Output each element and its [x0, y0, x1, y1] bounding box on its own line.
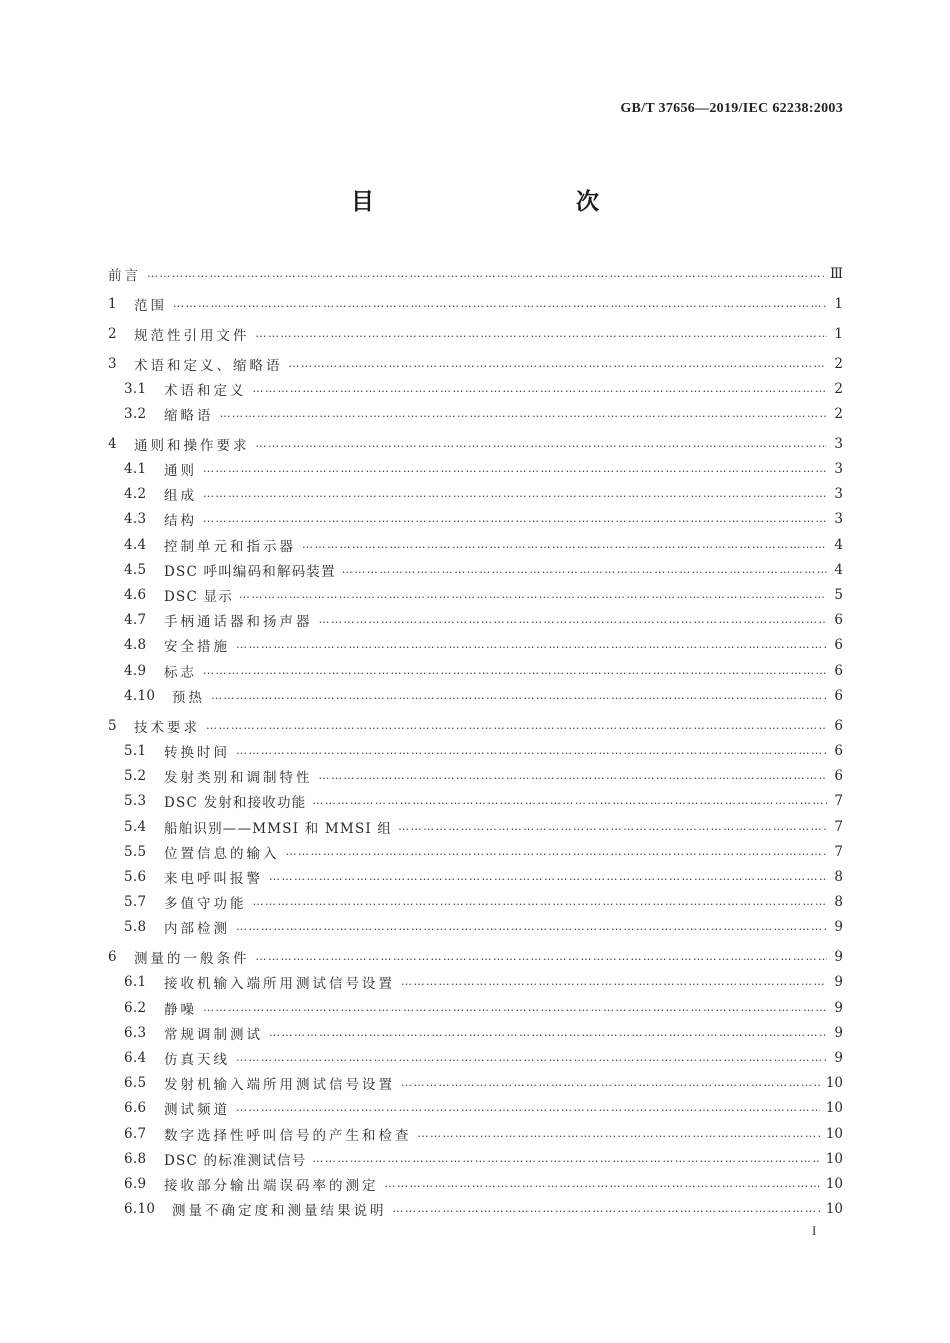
toc-entry-chapter[interactable] — [108, 713, 843, 738]
toc-leader-dots — [220, 406, 828, 422]
toc-entry-section[interactable] — [108, 970, 843, 995]
toc-entry-chapter[interactable] — [108, 431, 843, 456]
toc-entry-section[interactable] — [108, 995, 843, 1020]
toc-entry-title: 术语和定义、缩略语 — [134, 357, 283, 374]
toc-entry-number: 4.10 — [124, 687, 156, 704]
toc-leader-dots — [147, 266, 824, 282]
toc-entry-chapter[interactable] — [108, 321, 843, 346]
toc-entry-number: 5.3 — [124, 793, 147, 810]
toc-leader-dots — [236, 1050, 827, 1066]
toc-entry-title: 范围 — [134, 297, 167, 314]
toc-entry-page: 6 — [834, 742, 843, 759]
toc-entry-page: 1 — [834, 325, 843, 342]
toc-entry-title: 转换时间 — [164, 744, 230, 761]
toc-entry-number: 5.7 — [124, 894, 147, 911]
toc-leader-dots — [253, 381, 828, 397]
toc-entry-section[interactable] — [108, 789, 843, 814]
toc-leader-dots — [203, 486, 827, 502]
toc-entry-page: 10 — [825, 1175, 843, 1192]
toc-entry-page: 3 — [834, 511, 843, 528]
toc-entry-section[interactable] — [108, 482, 843, 507]
toc-entry-title: 数字选择性呼叫信号的产生和检查 — [164, 1127, 412, 1144]
toc-leader-dots — [312, 1151, 819, 1167]
toc-entry-number: 6.3 — [124, 1024, 147, 1041]
toc-entry-section[interactable] — [108, 1146, 843, 1171]
toc-entry-title: 前言 — [108, 267, 141, 284]
toc-leader-dots — [286, 844, 828, 860]
toc-entry-page: 6 — [834, 637, 843, 654]
toc-leader-dots — [256, 326, 828, 342]
toc-leader-dots — [418, 1126, 820, 1142]
toc-leader-dots — [253, 894, 828, 910]
toc-leader-dots — [236, 919, 827, 935]
toc-entry-section[interactable] — [108, 889, 843, 914]
toc-leader-dots — [289, 356, 828, 372]
toc-entry-page: 7 — [834, 843, 843, 860]
toc-entry-section[interactable] — [108, 1020, 843, 1045]
toc-entry-number: 6 — [108, 949, 117, 966]
toc-leader-dots — [206, 718, 827, 734]
toc-entry-number: 5.1 — [124, 742, 147, 759]
toc-entry-page: 6 — [834, 768, 843, 785]
toc-entry-number: 4 — [108, 435, 117, 452]
toc-leader-dots — [269, 1025, 827, 1041]
toc-entry-page: 9 — [834, 974, 843, 991]
table-of-contents — [108, 261, 843, 1222]
toc-entry-title: 内部检测 — [164, 921, 230, 938]
toc-entry-number: 4.3 — [124, 511, 147, 528]
toc-entry-page: 9 — [834, 919, 843, 936]
toc-entry-page: 3 — [834, 486, 843, 503]
toc-entry-number: 6.1 — [124, 974, 147, 991]
toc-entry-chapter[interactable] — [108, 261, 843, 286]
toc-entry-title: 安全措施 — [164, 639, 230, 656]
toc-entry-section[interactable] — [108, 1096, 843, 1121]
toc-entry-title: 规范性引用文件 — [134, 327, 250, 344]
toc-entry-section[interactable] — [108, 457, 843, 482]
toc-entry-page: 4 — [834, 561, 843, 578]
toc-entry-number: 6.8 — [124, 1150, 147, 1167]
toc-leader-dots — [203, 1000, 827, 1016]
toc-leader-dots — [269, 869, 827, 885]
toc-entry-section[interactable] — [108, 1121, 843, 1146]
toc-entry-number: 4.6 — [124, 587, 147, 604]
toc-entry-title: 组成 — [164, 488, 197, 505]
toc-entry-title: 发射机输入端所用测试信号设置 — [164, 1077, 395, 1094]
toc-entry-section[interactable] — [108, 401, 843, 426]
toc-leader-dots — [342, 562, 827, 578]
toc-entry-title: 静噪 — [164, 1001, 197, 1018]
toc-entry-number: 6.10 — [124, 1201, 156, 1218]
page-title: 目 次 — [351, 189, 651, 215]
toc-entry-page: 7 — [834, 793, 843, 810]
toc-entry-title: 测试频道 — [164, 1102, 230, 1119]
toc-entry-number: 5.6 — [124, 868, 147, 885]
toc-entry-page: 6 — [834, 612, 843, 629]
toc-entry-page: 8 — [834, 894, 843, 911]
toc-entry-title: DSC 的标准测试信号 — [164, 1152, 307, 1169]
toc-leader-dots — [239, 587, 827, 603]
toc-entry-page: 10 — [825, 1125, 843, 1142]
toc-leader-dots — [319, 612, 828, 628]
toc-entry-page: 5 — [834, 587, 843, 604]
toc-entry-title: 位置信息的输入 — [164, 845, 280, 862]
toc-entry-section[interactable] — [108, 764, 843, 789]
toc-entry-page: 10 — [825, 1150, 843, 1167]
toc-entry-section[interactable] — [108, 814, 843, 839]
toc-entry-page: 1 — [834, 295, 843, 312]
toc-entry-section[interactable] — [108, 683, 843, 708]
toc-entry-chapter[interactable] — [108, 291, 843, 316]
toc-entry-number: 3 — [108, 355, 117, 372]
toc-entry-section[interactable] — [108, 633, 843, 658]
toc-leader-dots — [256, 949, 828, 965]
toc-entry-title: DSC 显示 — [164, 589, 233, 606]
toc-entry-title: 技术要求 — [134, 719, 200, 736]
toc-entry-page: Ⅲ — [829, 265, 843, 282]
toc-entry-number: 5.5 — [124, 843, 147, 860]
toc-leader-dots — [401, 974, 827, 990]
toc-entry-title: 测量的一般条件 — [134, 951, 250, 968]
toc-entry-section[interactable] — [108, 915, 843, 940]
toc-leader-dots — [211, 688, 827, 704]
toc-leader-dots — [203, 511, 827, 527]
toc-leader-dots — [236, 637, 827, 653]
toc-entry-title: 结构 — [164, 513, 197, 530]
toc-entry-section[interactable] — [108, 1045, 843, 1070]
toc-leader-dots — [398, 819, 827, 835]
toc-entry-title: DSC 发射和接收功能 — [164, 795, 307, 812]
toc-entry-number: 6.7 — [124, 1125, 147, 1142]
toc-entry-number: 3.1 — [124, 380, 147, 397]
toc-entry-title: 多值守功能 — [164, 896, 247, 913]
toc-entry-page: 2 — [834, 380, 843, 397]
toc-entry-title: 标志 — [164, 664, 197, 681]
toc-entry-section[interactable] — [108, 1171, 843, 1196]
toc-entry-number: 6.2 — [124, 999, 147, 1016]
toc-leader-dots — [203, 461, 827, 477]
toc-entry-title: 船舶识别——MMSI 和 MMSI 组 — [164, 820, 393, 837]
toc-entry-number: 5.2 — [124, 768, 147, 785]
toc-leader-dots — [319, 768, 828, 784]
toc-entry-page: 3 — [834, 435, 843, 452]
toc-entry-page: 10 — [825, 1100, 843, 1117]
toc-entry-page: 8 — [834, 868, 843, 885]
toc-entry-chapter[interactable] — [108, 945, 843, 970]
toc-entry-title: 仿真天线 — [164, 1052, 230, 1068]
toc-entry-title: 测量不确定度和测量结果说明 — [172, 1203, 387, 1220]
toc-entry-number: 4.4 — [124, 536, 147, 553]
toc-entry-title: 通则和操作要求 — [134, 437, 250, 454]
toc-entry-section[interactable] — [108, 1197, 843, 1222]
toc-entry-section[interactable] — [108, 738, 843, 763]
page-number: I — [812, 1223, 817, 1238]
toc-entry-number: 4.5 — [124, 561, 147, 578]
toc-entry-title: 常规调制测试 — [164, 1026, 263, 1043]
toc-entry-page: 10 — [825, 1075, 843, 1092]
toc-entry-section[interactable] — [108, 507, 843, 532]
toc-leader-dots — [401, 1075, 820, 1091]
toc-entry-page: 6 — [834, 687, 843, 704]
toc-entry-title: 来电呼叫报警 — [164, 870, 263, 887]
toc-entry-title: 手柄通话器和扬声器 — [164, 614, 313, 631]
toc-entry-number: 4.8 — [124, 637, 147, 654]
toc-entry-page: 3 — [834, 461, 843, 478]
toc-entry-section[interactable] — [108, 376, 843, 401]
toc-entry-title: 发射类别和调制特性 — [164, 770, 313, 787]
toc-entry-title: 缩略语 — [164, 407, 214, 424]
toc-entry-page: 9 — [834, 999, 843, 1016]
toc-entry-page: 7 — [834, 818, 843, 835]
toc-entry-title: 控制单元和指示器 — [164, 538, 296, 555]
toc-leader-dots — [312, 793, 827, 809]
toc-entry-section[interactable] — [108, 839, 843, 864]
toc-entry-number: 6.9 — [124, 1175, 147, 1192]
toc-entry-number: 4.1 — [124, 461, 147, 478]
toc-entry-number: 6.5 — [124, 1075, 147, 1092]
toc-entry-page: 9 — [834, 1024, 843, 1041]
toc-leader-dots — [236, 743, 827, 759]
toc-entry-page: 6 — [834, 662, 843, 679]
toc-entry-page: 4 — [834, 536, 843, 553]
toc-entry-title: DSC 呼叫编码和解码装置 — [164, 563, 336, 580]
toc-entry-number: 4.7 — [124, 612, 147, 629]
toc-leader-dots — [302, 537, 827, 553]
toc-entry-page: 2 — [834, 355, 843, 372]
toc-entry-title: 接收机输入端所用测试信号设置 — [164, 976, 395, 993]
toc-entry-section[interactable] — [108, 658, 843, 683]
toc-leader-dots — [385, 1176, 820, 1192]
toc-entry-page: 2 — [834, 405, 843, 422]
toc-entry-section[interactable] — [108, 864, 843, 889]
toc-leader-dots — [256, 436, 828, 452]
toc-entry-title: 预热 — [172, 689, 205, 706]
toc-entry-section[interactable] — [108, 582, 843, 607]
toc-entry-number: 4.9 — [124, 662, 147, 679]
toc-leader-dots — [203, 663, 827, 679]
toc-entry-number: 6.4 — [124, 1050, 147, 1066]
toc-leader-dots — [393, 1201, 820, 1217]
toc-entry-number: 5.8 — [124, 919, 147, 936]
toc-entry-title: 通则 — [164, 463, 197, 480]
toc-entry-page: 10 — [825, 1201, 843, 1218]
toc-entry-page: 9 — [834, 949, 843, 966]
toc-entry-number: 1 — [108, 295, 117, 312]
toc-leader-dots — [173, 296, 827, 312]
toc-entry-section[interactable] — [108, 532, 843, 557]
toc-entry-number: 6.6 — [124, 1100, 147, 1117]
toc-entry-page: 6 — [834, 717, 843, 734]
standard-number: GB/T 37656—2019/IEC 62238:2003 — [620, 101, 843, 116]
toc-entry-section[interactable] — [108, 1071, 843, 1096]
toc-entry-number: 5 — [108, 717, 117, 734]
toc-entry-number: 4.2 — [124, 486, 147, 503]
toc-entry-title: 接收部分输出端误码率的测定 — [164, 1177, 379, 1194]
toc-leader-dots — [236, 1100, 820, 1116]
toc-entry-number: 2 — [108, 325, 117, 342]
toc-entry-number: 3.2 — [124, 405, 147, 422]
toc-entry-title: 术语和定义 — [164, 382, 247, 399]
toc-entry-page: 9 — [834, 1050, 843, 1066]
toc-entry-section[interactable] — [108, 557, 843, 582]
toc-entry-section[interactable] — [108, 608, 843, 633]
toc-entry-number: 5.4 — [124, 818, 147, 835]
toc-entry-chapter[interactable] — [108, 351, 843, 376]
